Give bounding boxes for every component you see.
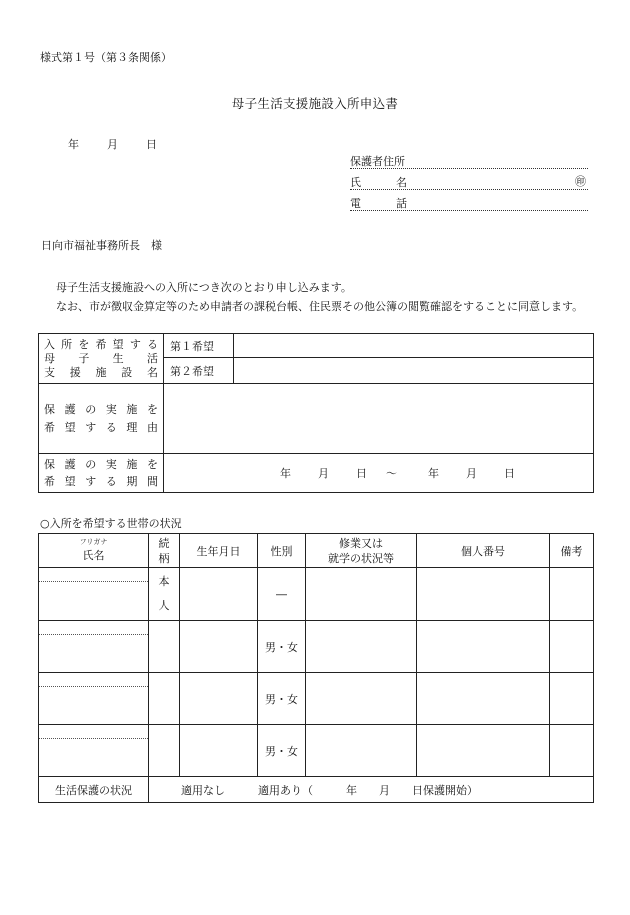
- addressee: 日向市福祉事務所長 様: [41, 239, 162, 252]
- table-row: [39, 673, 594, 725]
- choice1-label: 第１希望: [164, 334, 234, 358]
- welfare-status-label: 生活保護の状況: [39, 777, 149, 803]
- personal-number-input[interactable]: [417, 673, 550, 725]
- table-row: [39, 568, 594, 621]
- birthdate-header: 生年月日: [180, 534, 258, 568]
- guardian-name-field[interactable]: [350, 173, 588, 190]
- relation-cell: 本 人: [149, 568, 180, 621]
- personal-number-input[interactable]: [417, 725, 550, 777]
- remarks-input[interactable]: [550, 568, 594, 621]
- body-text-2: なお、市が徴収金算定等のため申請者の課税台帳、住民票その他公簿の閲覧確認をすることに同意します。: [56, 300, 584, 313]
- member-name-input[interactable]: [39, 568, 149, 621]
- member-name-input[interactable]: [39, 621, 149, 673]
- gender-cell[interactable]: 男・女: [258, 725, 306, 777]
- furigana-line: [39, 738, 148, 739]
- relation-input[interactable]: [149, 725, 180, 777]
- birthdate-input[interactable]: [180, 568, 258, 621]
- education-header: 修業又は 就学の状況等: [306, 534, 417, 568]
- document-title: 母子生活支援施設入所申込書: [231, 96, 399, 111]
- name-label-2: 名: [396, 176, 407, 189]
- phone-label-2: 話: [396, 197, 407, 210]
- reason-label: 保護の実施を 希望する理由: [39, 384, 164, 454]
- remarks-input[interactable]: [550, 673, 594, 725]
- remarks-input[interactable]: [550, 621, 594, 673]
- form-number: 様式第１号（第３条関係）: [40, 51, 172, 64]
- reason-input[interactable]: [164, 384, 594, 454]
- personal-number-input[interactable]: [417, 568, 550, 621]
- seal-mark: ㊞: [575, 175, 586, 188]
- choice2-input[interactable]: [234, 358, 594, 384]
- date-year-label: 年: [68, 138, 79, 151]
- remarks-header: 備考: [550, 534, 594, 568]
- household-table: [38, 533, 594, 803]
- gender-cell[interactable]: ―: [258, 568, 306, 621]
- personal-number-header: 個人番号: [417, 534, 550, 568]
- welfare-status-value[interactable]: 適用なし 適用あり（ 年 月 日保護開始）: [149, 777, 594, 803]
- period-input[interactable]: 年 月 日 ～ 年 月 日: [164, 454, 594, 493]
- relation-header: 続 柄: [149, 534, 180, 568]
- member-name-input[interactable]: [39, 725, 149, 777]
- education-input[interactable]: [306, 673, 417, 725]
- choice2-label: 第２希望: [164, 358, 234, 384]
- birthdate-input[interactable]: [180, 673, 258, 725]
- facility-label: 入所を希望する 母子生活 支援施設名: [39, 334, 164, 384]
- table-row: [39, 621, 594, 673]
- member-name-input[interactable]: [39, 673, 149, 725]
- personal-number-input[interactable]: [417, 621, 550, 673]
- table-row: [39, 725, 594, 777]
- guardian-address-label: 保護者住所: [350, 155, 405, 168]
- date-day-label: 日: [146, 138, 157, 151]
- name-label-1: 氏: [350, 176, 361, 189]
- household-section-title: ○入所を希望する世帯の状況: [40, 517, 182, 530]
- phone-label-1: 電: [350, 197, 361, 210]
- education-input[interactable]: [306, 725, 417, 777]
- education-input[interactable]: [306, 621, 417, 673]
- guardian-address-field[interactable]: [350, 152, 588, 169]
- education-input[interactable]: [306, 568, 417, 621]
- gender-header: 性別: [258, 534, 306, 568]
- relation-input[interactable]: [149, 673, 180, 725]
- application-date: [68, 136, 157, 152]
- application-table: [38, 333, 594, 493]
- remarks-input[interactable]: [550, 725, 594, 777]
- name-header: フリガナ 氏名: [39, 534, 149, 568]
- gender-cell[interactable]: 男・女: [258, 621, 306, 673]
- guardian-phone-field[interactable]: [350, 194, 588, 211]
- birthdate-input[interactable]: [180, 725, 258, 777]
- gender-cell[interactable]: 男・女: [258, 673, 306, 725]
- furigana-line: [39, 581, 148, 582]
- date-month-label: 月: [107, 138, 118, 151]
- birthdate-input[interactable]: [180, 621, 258, 673]
- furigana-line: [39, 634, 148, 635]
- body-text-1: 母子生活支援施設への入所につき次のとおり申し込みます。: [56, 281, 352, 294]
- choice1-input[interactable]: [234, 334, 594, 358]
- relation-input[interactable]: [149, 621, 180, 673]
- period-label: 保護の実施を 希望する期間: [39, 454, 164, 493]
- furigana-line: [39, 686, 148, 687]
